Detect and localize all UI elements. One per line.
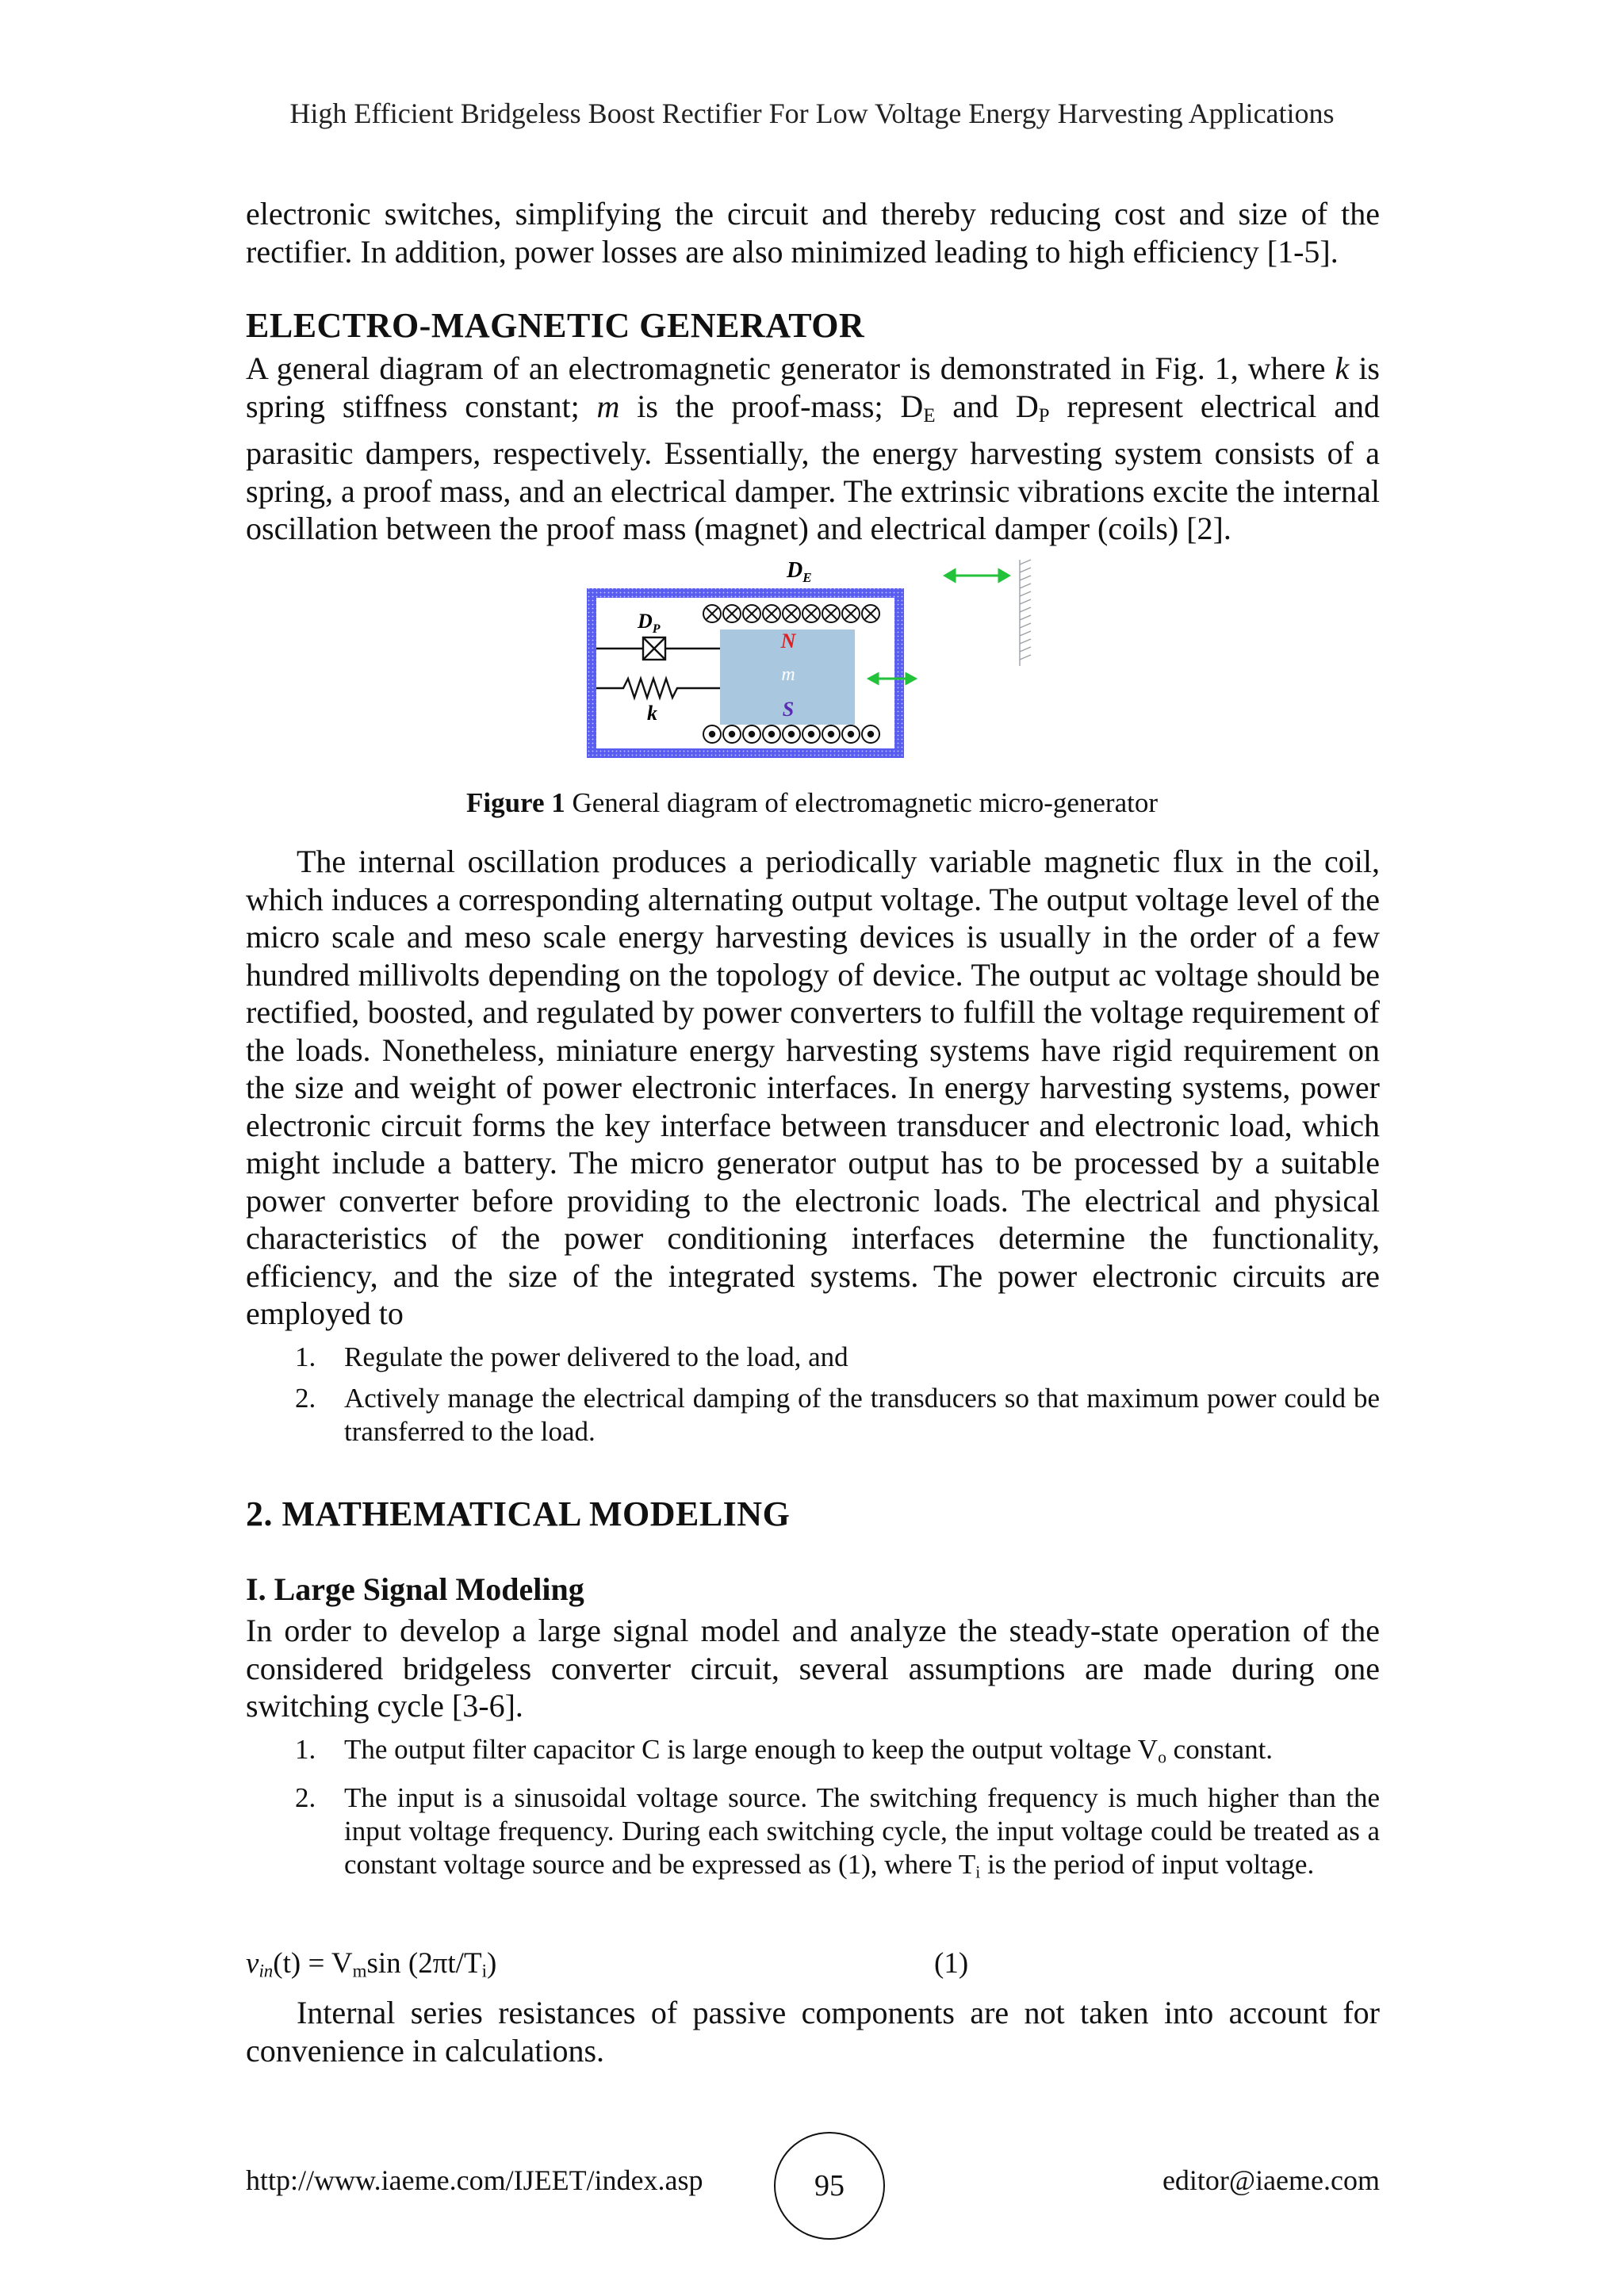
section-em bbox=[246, 305, 1380, 548]
intro-block bbox=[246, 195, 1380, 270]
label-mass: m bbox=[781, 664, 795, 685]
coils-bottom-icon bbox=[703, 725, 879, 743]
large-signal-paragraph: In order to develop a large signal model and analyze the steady-state operation of the considered bridgeless converter circuit, several assumptions are made during one switching cycle [3-6]. bbox=[246, 1613, 1380, 1724]
footer-email-link[interactable]: editor@iaeme.com bbox=[1162, 2164, 1380, 2196]
label-dp: $D_P$ bbox=[638, 610, 661, 636]
list-assumptions bbox=[246, 1733, 1380, 1889]
subsection-heading-large: I. Large Signal Modeling bbox=[246, 1571, 584, 1607]
intro-paragraph: electronic switches, simplifying the circuit and thereby reducing cost and size of the rectifier. In addition, power losses are also minimized leading to high efficiency [1-5]. bbox=[246, 196, 1380, 270]
section-math bbox=[246, 1494, 1380, 1535]
list-functions bbox=[246, 1341, 1380, 1448]
list-item: 1. Regulate the power delivered to the load, and bbox=[295, 1341, 848, 1372]
footer-url-link[interactable]: http://www.iaeme.com/IJEET/index.asp bbox=[246, 2164, 703, 2196]
list-item: 2. Actively manage the electrical damping of the transducers so that maximum power could be transferred to the load. bbox=[295, 1382, 1380, 1447]
final-paragraph: Internal series resistances of passive components are not taken into account for convenience in calculations. bbox=[246, 1995, 1380, 2068]
internal-block bbox=[246, 843, 1380, 1448]
list-item: 2. The input is a sinusoidal voltage source. The switching frequency is much higher than the input voltage frequency. During each switching cycle, the input voltage could be treated as a constant voltage source and be expressed as (1), where $T_i$ is the period of input voltage. bbox=[295, 1781, 1380, 1882]
section-heading-em: ELECTRO-MAGNETIC GENERATOR bbox=[246, 306, 865, 345]
label-k: k bbox=[647, 702, 657, 725]
page-number: 95 bbox=[774, 2132, 885, 2240]
list-item: 1. The output filter capacitor C is large enough to keep the output voltage $V_o$ constant. bbox=[295, 1733, 1274, 1766]
label-north: N bbox=[780, 629, 796, 652]
em-paragraph: A general diagram of an electromagnetic generator is demonstrated in Fig. 1, where k is spring stiffness constant; m is the proof-mass; $D_E$ and $D_P$ represent electrical and parasitic dampers, respectively. Essentially, the energy harvesting system consists of a spring, a proof mass, and an electrical damper. The extrinsic vibrations excite the internal oscillation between the proof mass (magnet) and electrical damper (coils) [2]. bbox=[246, 350, 1380, 547]
figure-1-caption: Figure 1 General diagram of electromagnetic micro-generator bbox=[465, 787, 1159, 818]
final-block bbox=[246, 1994, 1380, 2069]
running-head: High Efficient Bridgeless Boost Rectifier For Low Voltage Energy Harvesting Applications bbox=[289, 98, 1335, 129]
footer bbox=[246, 2162, 1380, 2210]
internal-paragraph: The internal oscillation produces a periodically variable magnetic flux in the coil, which induces a corresponding alternating output voltage. The output voltage level of the micro scale and meso scale energy harvesting devices is usually in the order of a few hundred millivolts depending on the topology of device. The output ac voltage should be rectified, boosted, and regulated by power converters to fulfill the voltage requirement of the loads. Nonetheless, miniature energy harvesting systems have rigid requirement on the size and weight of power electronic interfaces. In energy harvesting systems, power electronic circuit forms the key interface between transducer and electronic load, which might include a battery. The micro generator output has to be processed by a suitable power converter before providing to the electronic loads. The electrical and physical characteristics of the power conditioning interfaces determine the functionality, efficiency, and the size of the integrated systems. The power electronic circuits are employed to bbox=[246, 844, 1380, 1331]
subsection-large bbox=[246, 1571, 1380, 1888]
label-de: $D_E$ bbox=[787, 558, 812, 585]
figure-1-diagram bbox=[579, 555, 1039, 765]
equation-1: $v_{in}(t) = V_m\sin$ $(2\pi t/T_i)$ (1) bbox=[246, 1947, 969, 1981]
section-heading-math: 2. MATHEMATICAL MODELING bbox=[246, 1494, 791, 1533]
arrow-top-icon bbox=[945, 570, 1009, 581]
equation-number: (1) bbox=[934, 1947, 969, 1980]
label-south: S bbox=[782, 698, 795, 721]
coils-top-icon bbox=[703, 605, 879, 622]
wall-icon bbox=[1020, 560, 1031, 666]
